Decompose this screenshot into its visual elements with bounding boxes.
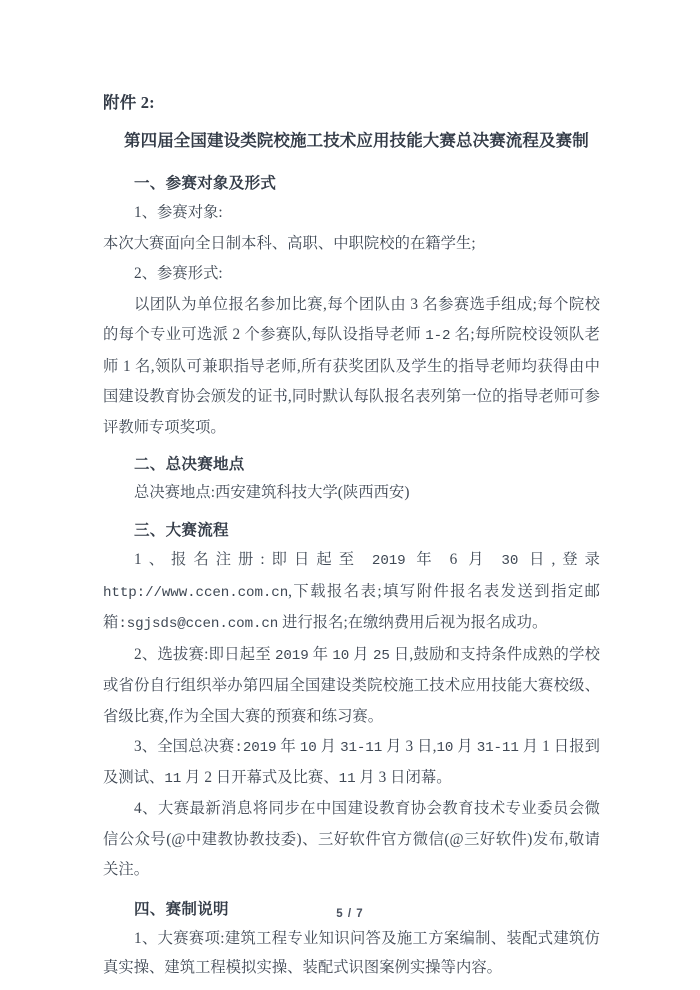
section-heading-4: 四、赛制说明 [134,900,229,918]
section-heading-1: 一、参赛对象及形式 [134,175,277,192]
document-title: 第四届全国建设类院校施工技术应用技能大赛总决赛流程及赛制 [124,131,589,150]
section-heading-2: 二、总决赛地点 [134,456,245,473]
section-3-item-3: 3、全国总决赛:2019 年 10 月 31-11 月 3 日,10 月 31-11 月 1 日报到及测试、11 月 2 日开幕式及比赛、11 月 3 日闭幕。 [103,738,601,787]
section-1-item-4: 以团队为单位报名参加比赛,每个团队由 3 名参赛选手组成;每个院校的每个专业可选派 2 个参赛队,每队设指导老师 1-2 名;每所院校设领队老师 1 名,领队可兼职指导老师,所有获奖团队及学生的指导老师均获得由中国建设教育协会颁发的证书,同时默认每队报名表列第一位的指导老师可参评教师专项奖项。 [103,295,600,436]
section-heading-3: 三、大赛流程 [134,522,229,539]
section-3-item-1: 1、报名注册:即日起至 2019 年 6 月 30 日,登录 http://www.ccen.com.cn,下载报名表;填写附件报名表发送到指定邮箱:sgjsds@ccen.com.cn 进行报名;在缴纳费用后视为报名成功。 [103,551,600,632]
attachment-label: 附件 2: [103,93,155,112]
section-3-item-2: 2、选拔赛:即日起至 2019 年 10 月 25 日,鼓励和支持条件成熟的学校或省份自行组织举办第四届全国建设类院校施工技术应用技能大赛校级、省级比赛,作为全国大赛的预赛和练习赛。 [103,645,600,725]
section-1-item-1: 1、参赛对象: [134,204,223,221]
section-4-item-1: 1、大赛赛项:建筑工程专业知识问答及施工方案编制、装配式建筑仿真实操、建筑工程模拟实操、装配式识图案例实操等内容。 [103,929,600,976]
page-number-footer: 5 / 7 [336,908,364,920]
section-2-item-1: 总决赛地点:西安建筑科技大学(陕西西安) [134,484,410,501]
section-1-item-2: 本次大赛面向全日制本科、高职、中职院校的在籍学生; [103,234,476,252]
document-body [103,88,600,982]
section-1-item-3: 2、参赛形式: [134,265,223,282]
section-3-item-4: 4、大赛最新消息将同步在中国建设教育协会教育技术专业委员会微信公众号(@中建教协教技委)、三好软件官方微信(@三好软件)发布,敬请关注。 [103,800,600,878]
